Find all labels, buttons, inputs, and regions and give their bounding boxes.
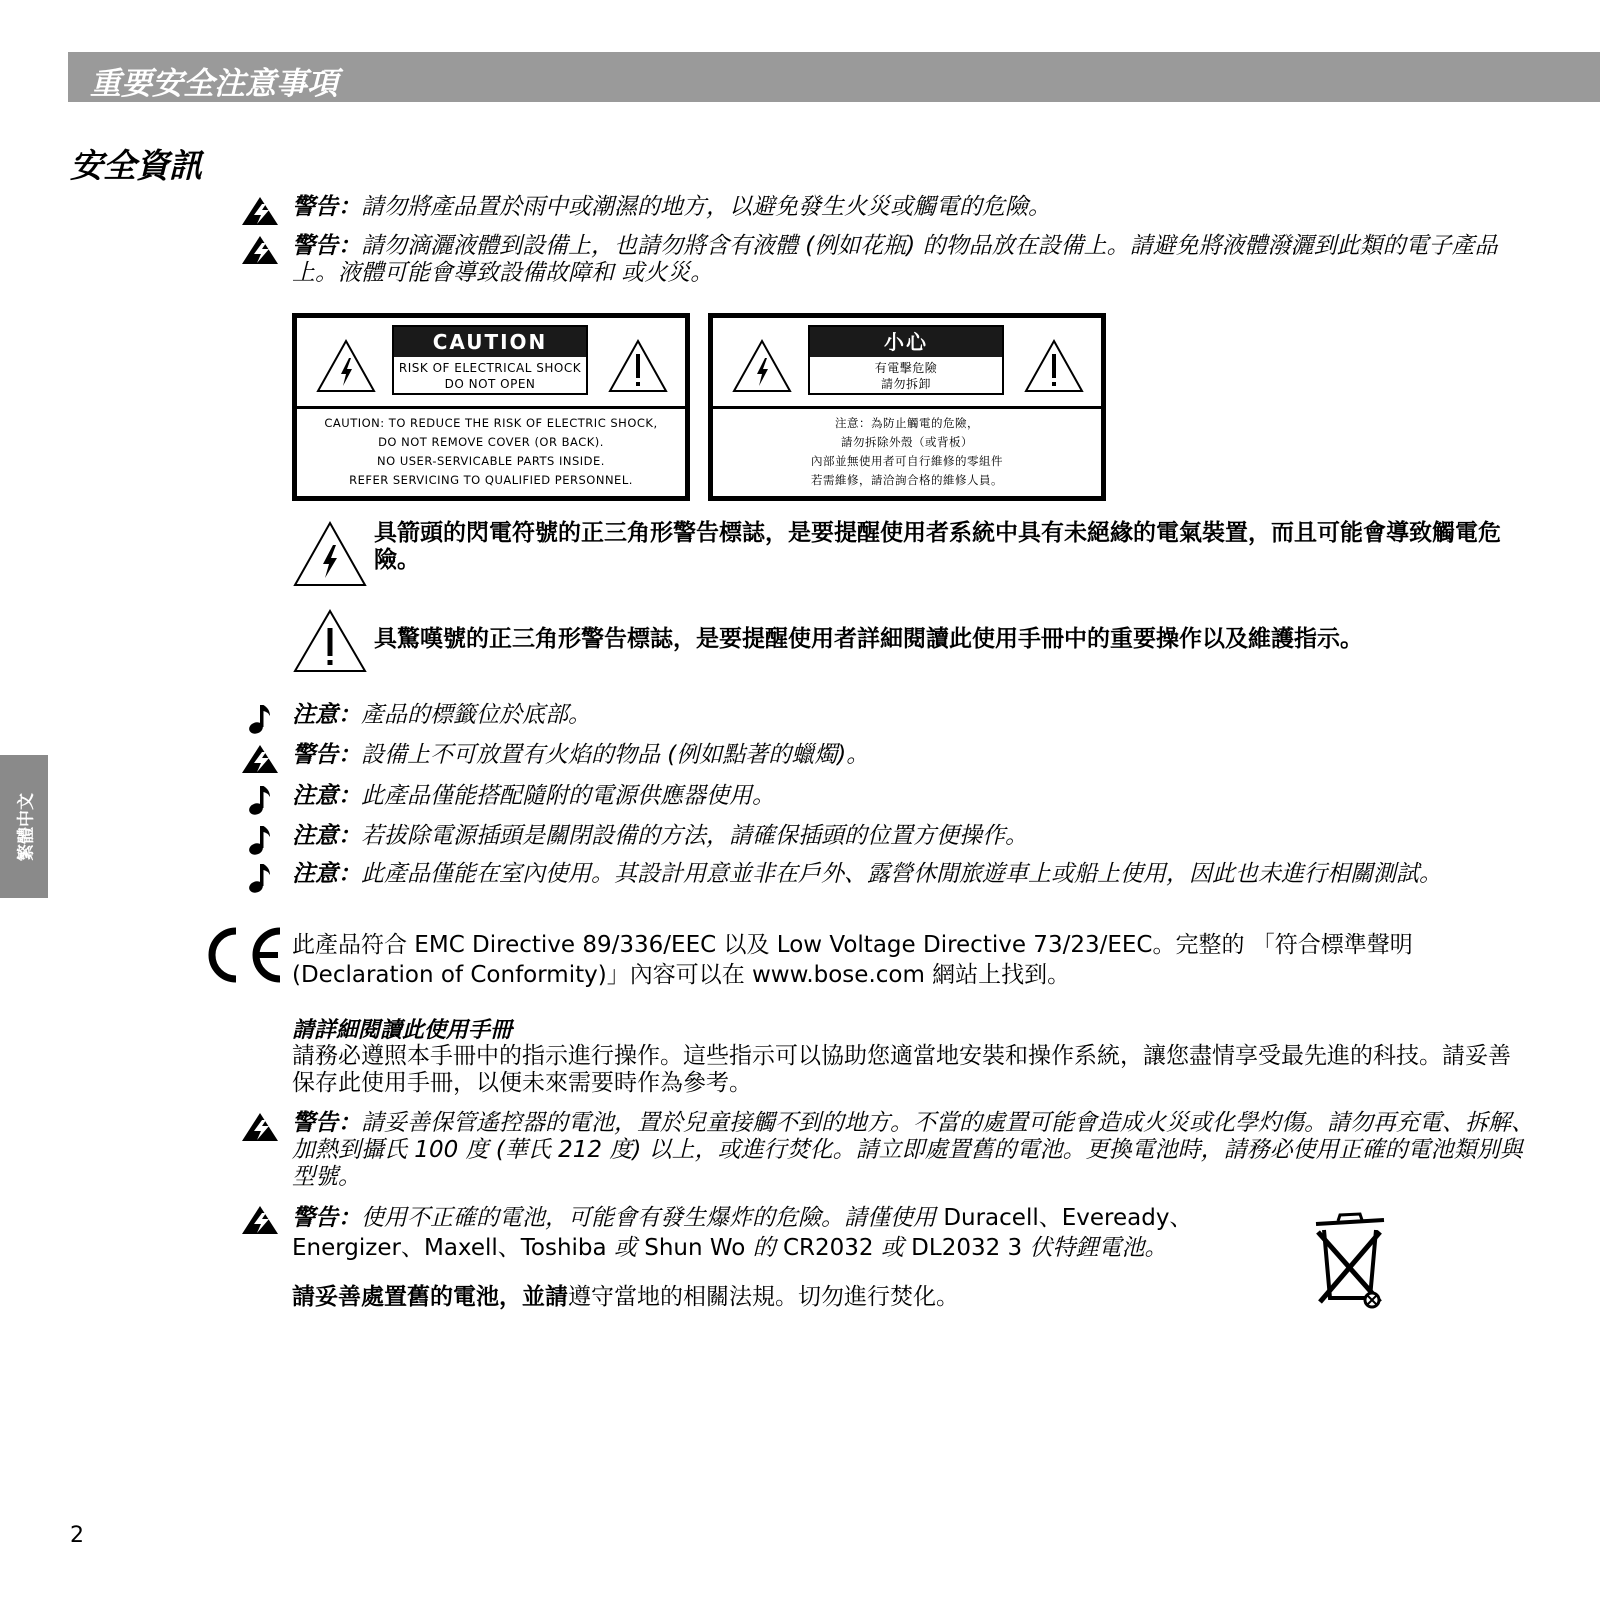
header-bar [68,52,1600,102]
note-text: 若拔除電源插頭是關閉設備的方法，請確保插頭的位置方便操作。 [361,823,1028,849]
section-title: 安全資訊 [70,146,202,185]
language-tab [0,755,48,898]
warning-text: 或 [613,1235,645,1261]
caution-text-line: 內部並無使用者可自行維修的零組件 [811,454,1003,468]
note-label: 注意： [292,861,361,887]
battery-brands: Duracell、Eveready、 [943,1205,1193,1231]
note-text: 產品的標籤位於底部。 [361,702,591,728]
battery-model: DL2032 3 [911,1235,1030,1261]
warning-text: 請勿將產品置於雨中或潮濕的地方，以避免發生火災或觸電的危險。 [361,194,1051,220]
disposal-text: 遵守當地的相關法規。切勿進行焚化。 [568,1284,959,1310]
warning-label: 警告： [292,1205,361,1231]
read-manual-title: 請詳細閱讀此使用手冊 [292,1018,513,1043]
warning-icon [240,195,280,227]
page-number: 2 [70,1523,84,1548]
note-item [240,861,1540,888]
caution-label-chinese [708,313,1106,501]
warning-text: 的 [752,1235,783,1261]
note-item [240,823,1540,850]
lightning-symbol-note [292,520,1542,574]
warning-item [240,742,1540,769]
warning-icon [240,234,280,266]
caution-text-line: 若需維修，請洽詢合格的維修人員。 [811,473,1003,487]
warning-text: 伏特鋰電池。 [1029,1235,1168,1261]
disposal-note [292,1278,959,1311]
lightning-triangle-icon [731,338,793,394]
warning-text: 設備上不可放置有火焰的物品 (例如點著的蠟燭)。 [361,742,870,768]
caution-header: 小心 [810,327,1002,357]
warning-icon [240,1111,280,1143]
lightning-symbol-text: 具箭頭的閃電符號的正三角形警告標誌，是要提醒使用者系統中具有未絕緣的電氣裝置，而且可能會導致觸電危險。 [374,520,1501,573]
warning-text: 請妥善保管遙控器的電池，置於兒童接觸不到的地方。不當的處置可能會造成火災或化學灼傷。請勿再充電、拆解、加熱到攝氏 100 度 (華氏 212 度) 以上，或進行焚化。請立即處置舊的電池。更換電池時，請務必使用正確的電池類別與型號。 [292,1110,1534,1190]
battery-warning [240,1110,1540,1191]
lightning-triangle-icon [315,338,377,394]
battery-model: CR2032 [782,1235,881,1261]
exclamation-triangle-icon [1023,338,1085,394]
read-manual-body: 請務必遵照本手冊中的指示進行操作。這些指示可以協助您適當地安裝和操作系統，讓您盡情享受最先進的科技。請妥善保存此使用手冊，以便未來需要時作為參考。 [292,1043,1511,1096]
note-label: 注意： [292,823,361,849]
warning-label: 警告： [292,742,361,768]
warning-icon [240,1204,280,1236]
note-icon [240,703,280,735]
note-item [240,783,1540,810]
ce-mark-icon [200,925,286,985]
caution-text-line: REFER SERVICING TO QUALIFIED PERSONNEL. [349,473,633,487]
caution-text-line: DO NOT REMOVE COVER (OR BACK). [378,435,604,449]
caution-line: DO NOT OPEN [444,377,536,391]
caution-line: RISK OF ELECTRICAL SHOCK [398,361,582,375]
caution-text-line: 請勿拆除外殼（或背板） [841,435,973,449]
note-icon [240,862,280,894]
exclamation-triangle-icon [292,608,368,674]
note-icon [240,784,280,816]
note-text: 此產品僅能在室內使用。其設計用意並非在戶外、露營休閒旅遊車上或船上使用，因此也未進行相關測試。 [361,861,1442,887]
warning-label: 警告： [292,1110,361,1136]
caution-line: 請勿拆卸 [880,377,931,391]
warning-item [240,194,1540,221]
warning-text: 或 [880,1235,912,1261]
caution-text-line: NO USER-SERVICABLE PARTS INSIDE. [377,454,605,468]
exclamation-symbol-text: 具驚嘆號的正三角形警告標誌，是要提醒使用者詳細閱讀此使用手冊中的重要操作以及維護指示。 [374,626,1363,652]
exclamation-triangle-icon [607,338,669,394]
exclamation-symbol-note [292,608,1542,653]
caution-header: CAUTION [394,327,586,357]
warning-text: 使用不正確的電池，可能會有發生爆炸的危險。請僅使用 [361,1205,944,1231]
warning-text: 請勿滴灑液體到設備上，也請勿將含有液體 (例如花瓶) 的物品放在設備上。請避免將液體潑灑到此類的電子產品上。液體可能會導致設備故障和 或火災。 [292,233,1498,286]
note-icon [240,824,280,856]
note-label: 注意： [292,783,361,809]
warning-label: 警告： [292,194,361,220]
lightning-triangle-icon [292,520,368,588]
disposal-bold: 請妥善處置舊的電池，並請 [292,1284,568,1310]
note-label: 注意： [292,702,361,728]
caution-line: 有電擊危險 [874,361,938,375]
caution-label-english [292,313,690,501]
ce-compliance-text: 此產品符合 EMC Directive 89/336/EEC 以及 Low Voltage Directive 73/23/EEC。完整的 「符合標準聲明 (Declaration of Conformity)」內容可以在 www.bose.com 網站上找到。 [292,932,1413,988]
crossed-bin-icon [1310,1210,1390,1310]
note-item [240,702,1540,729]
battery-warning [240,1203,1280,1263]
caution-text-line: CAUTION: TO REDUCE THE RISK OF ELECTRIC SHOCK, [324,416,658,430]
language-tab-label: 繁體中文 [16,792,37,861]
warning-icon [240,743,280,775]
battery-brands: Shun Wo [644,1235,753,1261]
caution-box [808,325,1004,395]
caution-text-line: 注意：為防止觸電的危險， [835,416,979,430]
battery-brands: Energizer、Maxell、Toshiba [292,1235,614,1261]
warning-label: 警告： [292,233,361,259]
warning-item [240,233,1540,287]
note-text: 此產品僅能搭配隨附的電源供應器使用。 [361,783,775,809]
page-title: 重要安全注意事項 [90,66,338,102]
caution-box [392,325,588,395]
